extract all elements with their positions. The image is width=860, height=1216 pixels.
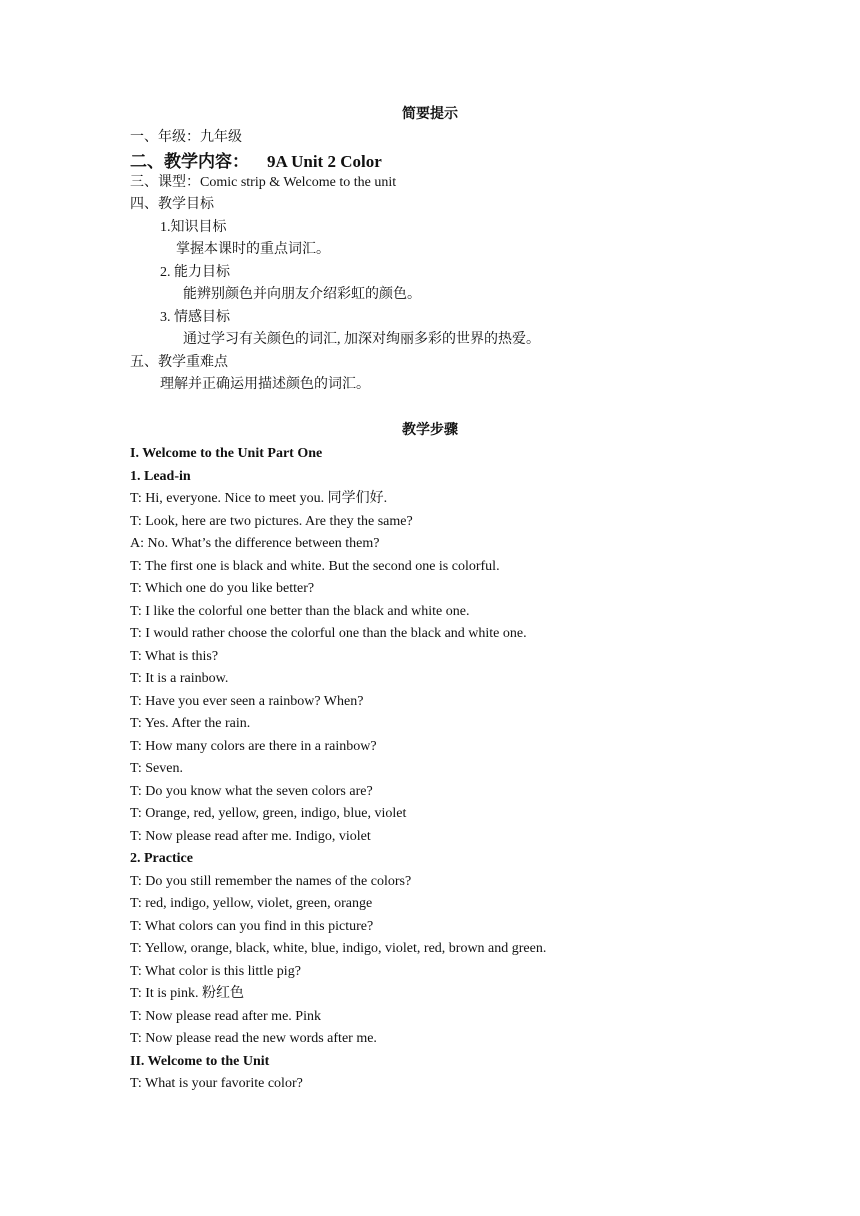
grade-line: 一、年级：九年级 [130,130,242,145]
lesson-type-line: 三、课型：Comic strip & Welcome to the unit [130,175,397,190]
dialogue-line: T: Do you know what the seven colors are? [130,783,373,799]
objective-2-label: 2. 能力目标 [160,265,230,280]
steps-title: 教学步骤 [402,423,458,438]
section-heading: 1. Lead-in [130,468,191,484]
dialogue-line: T: It is a rainbow. [130,671,229,686]
dialogue-line: T: Orange, red, yellow, green, indigo, blue, violet [130,806,407,821]
section-heading: I. Welcome to the Unit Part One [130,446,323,461]
dialogue-line: T: Have you ever seen a rainbow? When? [130,693,364,709]
key-points-heading: 五、教学重难点 [130,355,228,370]
dialogue-line: T: It is pink. 粉红色 [130,986,245,1001]
dialogue-line: T: Yes. After the rain. [130,716,251,731]
dialogue-line: T: Yellow, orange, black, white, blue, indigo, violet, red, brown and green. [130,941,547,956]
dialogue-line: T: I would rather choose the colorful one than the black and white one. [130,626,527,641]
teaching-content-value: 9A Unit 2 Color [267,152,382,171]
dialogue-line: T: Now please read the new words after me. [130,1031,377,1046]
section-heading: 2. Practice [130,851,193,866]
dialogue-line: T: What color is this little pig? [130,963,301,979]
section-heading: II. Welcome to the Unit [130,1053,270,1069]
summary-title: 简要提示 [402,107,458,122]
dialogue-line: T: Which one do you like better? [130,581,315,596]
dialogue-line: A: No. What’s the difference between them? [130,536,380,551]
dialogue-line: T: How many colors are there in a rainbow? [130,738,377,754]
dialogue-line: T: Now please read after me. Indigo, violet [130,828,371,844]
objective-2-text: 能辨别颜色并向朋友介绍彩虹的颜色。 [183,287,421,302]
teaching-content-line [130,151,382,173]
objective-3-text: 通过学习有关颜色的词汇, 加深对绚丽多彩的世界的热爱。 [183,332,540,347]
teaching-content-label: 二、教学内容： [130,152,249,171]
objective-1-label: 1.知识目标 [160,220,227,235]
dialogue-line: T: I like the colorful one better than the black and white one. [130,603,470,619]
objectives-heading: 四、教学目标 [130,197,214,212]
dialogue-line: T: The first one is black and white. But the second one is colorful. [130,558,500,574]
dialogue-line: T: red, indigo, yellow, violet, green, orange [130,896,373,911]
dialogue-line: T: What is this? [130,648,219,664]
dialogue-line: T: What colors can you find in this picture? [130,918,374,934]
objective-3-label: 3. 情感目标 [160,310,230,325]
key-points-text: 理解并正确运用描述颜色的词汇。 [160,377,370,392]
objective-1-text: 掌握本课时的重点词汇。 [176,242,330,257]
dialogue-line: T: Do you still remember the names of the colors? [130,873,412,889]
dialogue-line: T: Look, here are two pictures. Are they the same? [130,513,413,529]
dialogue-line: T: Seven. [130,761,183,776]
dialogue-line: T: Hi, everyone. Nice to meet you. 同学们好. [130,491,388,506]
dialogue-line: T: Now please read after me. Pink [130,1008,321,1024]
dialogue-line: T: What is your favorite color? [130,1076,303,1091]
